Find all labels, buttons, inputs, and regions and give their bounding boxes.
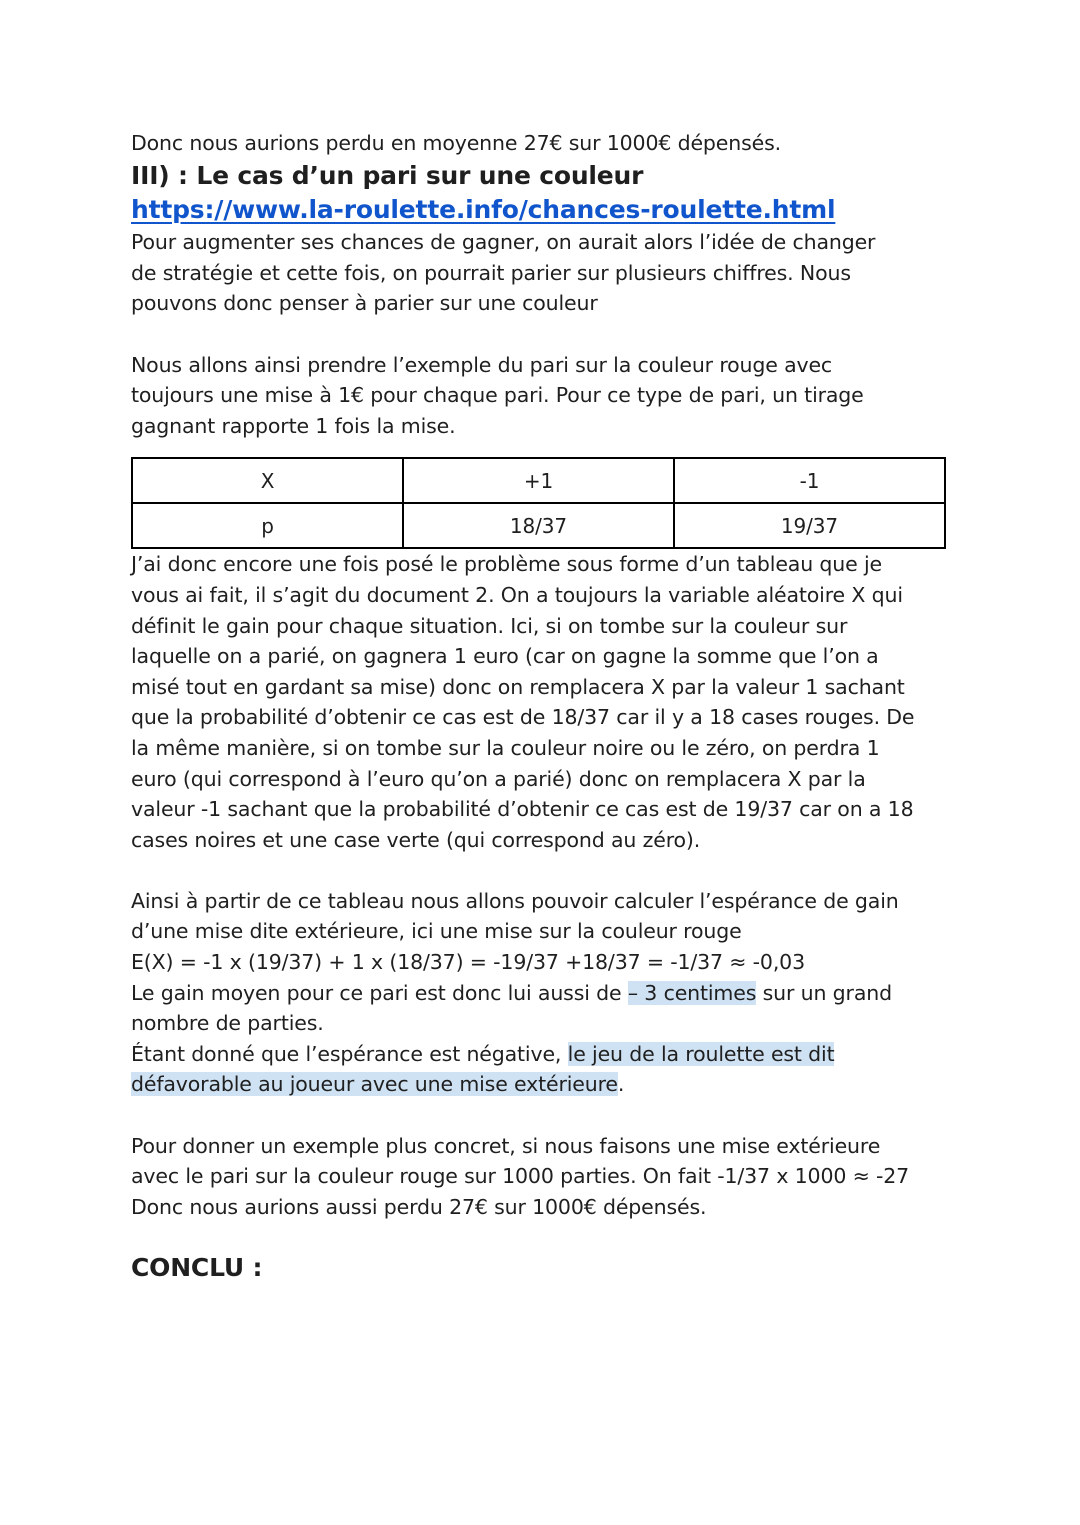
text-line: d’une mise dite extérieure, ici une mise sur la couleur rouge <box>131 919 742 944</box>
text-line: Ainsi à partir de ce tableau nous allons pouvoir calculer l’espérance de gain <box>131 888 899 913</box>
table-cell: p <box>132 503 403 548</box>
paragraph-table-explanation <box>131 549 946 855</box>
text-line: laquelle on a parié, on gagnera 1 euro (car on gagne la somme que l’on a <box>131 644 879 669</box>
text-line: de stratégie et cette fois, on pourrait parier sur plusieurs chiffres. Nous <box>131 260 851 285</box>
probability-table <box>131 457 946 549</box>
text-line: euro (qui correspond à l’euro qu’on a parié) donc on remplacera X par la <box>131 766 866 791</box>
text-line: avec le pari sur la couleur rouge sur 1000 parties. On fait -1/37 x 1000 ≈ -27 <box>131 1164 910 1189</box>
table-cell: 19/37 <box>674 503 945 548</box>
text-line: J’ai donc encore une fois posé le problème sous forme d’un tableau que je <box>131 552 882 577</box>
intro-line: Donc nous aurions perdu en moyenne 27€ sur 1000€ dépensés. <box>131 131 781 155</box>
text-line: nombre de parties. <box>131 1011 324 1036</box>
highlighted-conclusion-2: défavorable au joueur avec une mise extérieure <box>131 1072 618 1097</box>
gain-text: Le gain moyen pour ce pari est donc lui aussi de <box>131 980 628 1005</box>
section-3-title: III) : Le cas d’un pari sur une couleur <box>131 161 644 191</box>
text-line: Nous allons ainsi prendre l’exemple du pari sur la couleur rouge avec <box>131 352 833 377</box>
formula-line: E(X) = -1 x (19/37) + 1 x (18/37) = -19/37 +18/37 = -1/37 ≈ -0,03 <box>131 950 805 975</box>
highlighted-conclusion: le jeu de la roulette est dit <box>567 1041 835 1066</box>
table-row <box>132 503 945 548</box>
gain-text-end: sur un grand <box>756 980 892 1005</box>
table-cell: X <box>132 458 403 503</box>
text-line: Pour donner un exemple plus concret, si nous faisons une mise extérieure <box>131 1133 881 1158</box>
gain-line <box>131 978 946 1009</box>
paragraph-expectation <box>131 886 946 1100</box>
text-line: que la probabilité d’obtenir ce cas est de 18/37 car il y a 18 cases rouges. De <box>131 705 915 730</box>
table-cell: 18/37 <box>403 503 674 548</box>
expectation-line <box>131 1039 946 1070</box>
text-line: valeur -1 sachant que la probabilité d’obtenir ce cas est de 19/37 car on a 18 <box>131 797 914 822</box>
text-line: gagnant rapporte 1 fois la mise. <box>131 413 456 438</box>
paragraph-example <box>131 1131 946 1223</box>
highlighted-gain: – 3 centimes <box>627 980 757 1005</box>
document-page <box>131 128 946 1285</box>
table-row <box>132 458 945 503</box>
text-line: misé tout en gardant sa mise) donc on remplacera X par la valeur 1 sachant <box>131 674 905 699</box>
text-line: définit le gain pour chaque situation. Ici, si on tombe sur la couleur sur <box>131 613 848 638</box>
text-line: la même manière, si on tombe sur la couleur noire ou le zéro, on perdra 1 <box>131 735 880 760</box>
paragraph-strategy <box>131 227 946 319</box>
period: . <box>617 1072 625 1097</box>
text-line: Donc nous aurions aussi perdu 27€ sur 1000€ dépensés. <box>131 1194 707 1219</box>
text-line: toujours une mise à 1€ pour chaque pari. Pour ce type de pari, un tirage <box>131 383 864 408</box>
conclusion-title: CONCLU : <box>131 1253 263 1283</box>
text-line: cases noires et une case verte (qui correspond au zéro). <box>131 827 701 852</box>
table-cell: +1 <box>403 458 674 503</box>
roulette-link[interactable]: https://www.la-roulette.info/chances-roulette.html <box>131 195 836 225</box>
text-line: vous ai fait, il s’agit du document 2. On a toujours la variable aléatoire X qui <box>131 582 903 607</box>
table-cell: -1 <box>674 458 945 503</box>
expectation-line-2 <box>131 1069 946 1100</box>
paragraph-red-bet <box>131 350 946 442</box>
text-line: Pour augmenter ses chances de gagner, on aurait alors l’idée de changer <box>131 230 876 255</box>
text-line: pouvons donc penser à parier sur une couleur <box>131 291 598 316</box>
expectation-text: Étant donné que l’espérance est négative, <box>131 1041 568 1066</box>
